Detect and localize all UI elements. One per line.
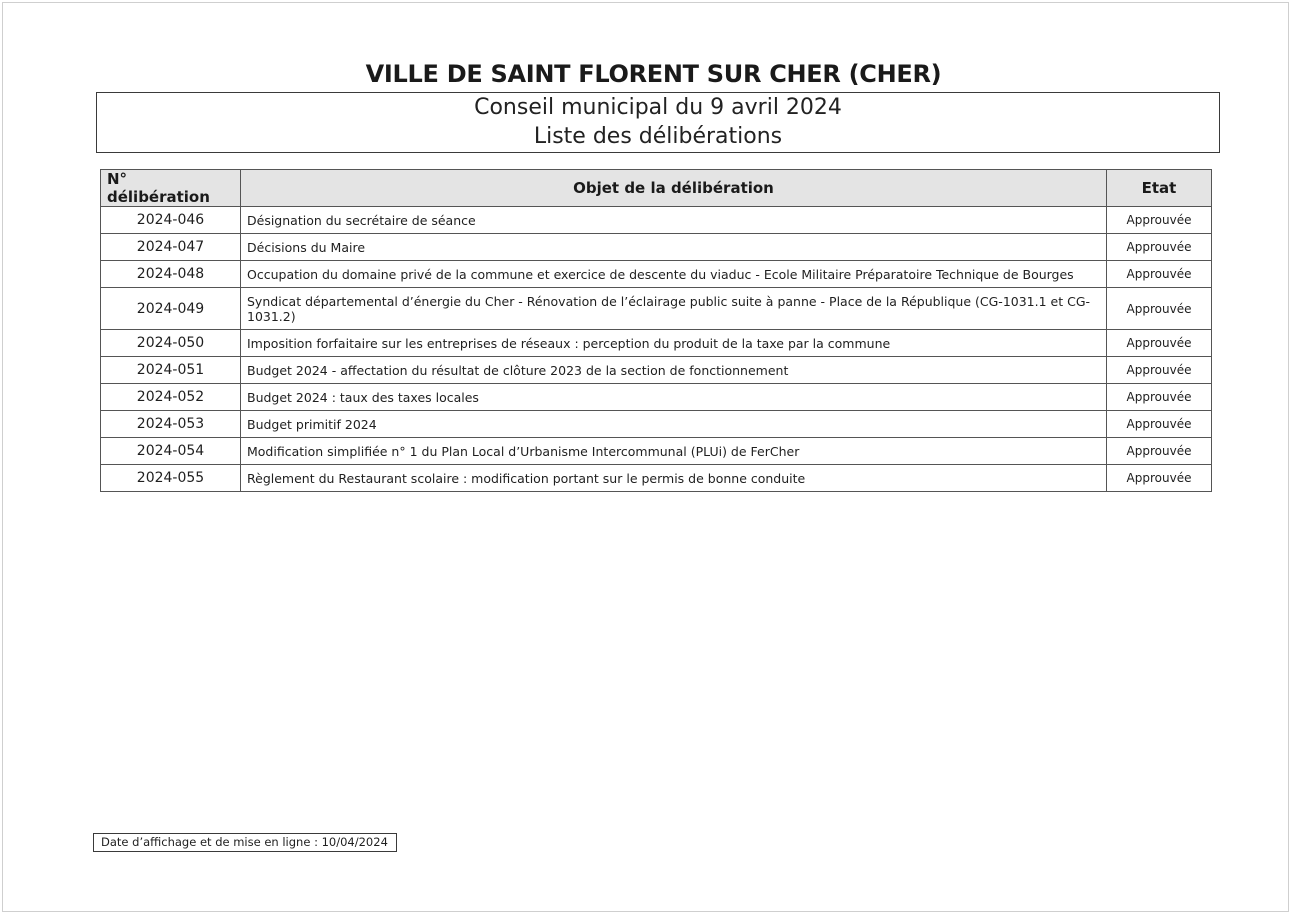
deliberation-object: Règlement du Restaurant scolaire : modification portant sur le permis de bonne conduite: [241, 465, 1107, 492]
deliberation-status: Approuvée: [1107, 288, 1212, 330]
deliberation-status: Approuvée: [1107, 207, 1212, 234]
deliberation-number: 2024-051: [101, 357, 241, 384]
deliberation-number: 2024-054: [101, 438, 241, 465]
deliberation-status: Approuvée: [1107, 330, 1212, 357]
table-row: [101, 234, 1212, 261]
deliberation-object: Syndicat départemental d’énergie du Cher - Rénovation de l’éclairage public suite à panne - Place de la République (CG-1031.1 et CG-1031.2): [241, 288, 1107, 330]
table-header-row: [101, 170, 1212, 207]
deliberation-object: Modification simplifiée n° 1 du Plan Local d’Urbanisme Intercommunal (PLUi) de FerCher: [241, 438, 1107, 465]
deliberation-object: Budget 2024 : taux des taxes locales: [241, 384, 1107, 411]
list-title: Liste des délibérations: [533, 124, 783, 149]
deliberation-status: Approuvée: [1107, 384, 1212, 411]
deliberation-object: Imposition forfaitaire sur les entreprises de réseaux : perception du produit de la taxe par la commune: [241, 330, 1107, 357]
meeting-title: Conseil municipal du 9 avril 2024: [474, 95, 842, 120]
deliberation-status: Approuvée: [1107, 438, 1212, 465]
deliberation-status: Approuvée: [1107, 357, 1212, 384]
deliberation-number: 2024-048: [101, 261, 241, 288]
deliberation-status: Approuvée: [1107, 411, 1212, 438]
deliberation-number: 2024-046: [101, 207, 241, 234]
deliberation-number: 2024-055: [101, 465, 241, 492]
header-status: Etat: [1107, 170, 1212, 207]
subtitle-box: [96, 92, 1220, 153]
header-number: N° délibération: [101, 170, 241, 207]
table-row: [101, 357, 1212, 384]
deliberation-object: Désignation du secrétaire de séance: [241, 207, 1107, 234]
deliberation-number: 2024-049: [101, 288, 241, 330]
table-row: [101, 261, 1212, 288]
table-row: [101, 384, 1212, 411]
deliberation-status: Approuvée: [1107, 261, 1212, 288]
deliberations-table: [100, 169, 1212, 492]
table-row: [101, 411, 1212, 438]
table-row: [101, 438, 1212, 465]
table-row: [101, 465, 1212, 492]
deliberation-number: 2024-053: [101, 411, 241, 438]
deliberation-number: 2024-047: [101, 234, 241, 261]
table-row: [101, 207, 1212, 234]
deliberation-object: Décisions du Maire: [241, 234, 1107, 261]
deliberation-status: Approuvée: [1107, 465, 1212, 492]
deliberation-number: 2024-050: [101, 330, 241, 357]
deliberation-object: Budget primitif 2024: [241, 411, 1107, 438]
header-object: Objet de la délibération: [241, 170, 1107, 207]
deliberation-object: Budget 2024 - affectation du résultat de clôture 2023 de la section de fonctionnement: [241, 357, 1107, 384]
table-row: [101, 330, 1212, 357]
posting-date: Date d’affichage et de mise en ligne : 10/04/2024: [93, 833, 397, 852]
document-title: VILLE DE SAINT FLORENT SUR CHER (CHER): [365, 60, 942, 88]
deliberation-status: Approuvée: [1107, 234, 1212, 261]
table-row: [101, 288, 1212, 330]
deliberation-number: 2024-052: [101, 384, 241, 411]
deliberation-object: Occupation du domaine privé de la commune et exercice de descente du viaduc - Ecole Militaire Préparatoire Technique de Bourges: [241, 261, 1107, 288]
